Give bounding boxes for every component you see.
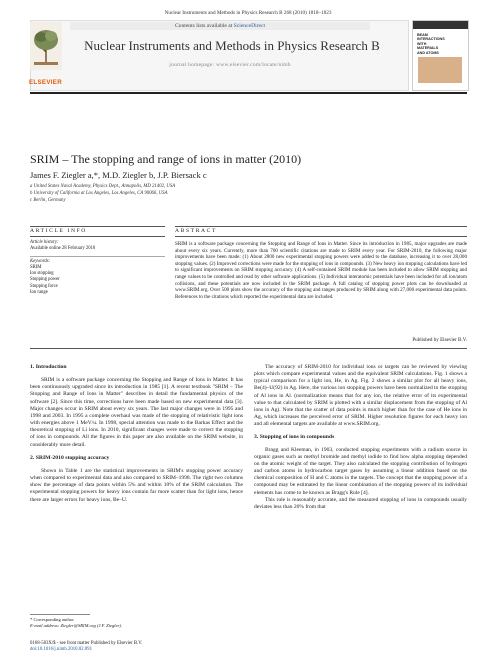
section-3-text-2: This rule is reasonably accurate, and the measured stopping of ions in compounds usually deviates less than 20% from that [254, 496, 467, 510]
running-header: Nuclear Instruments and Methods in Physics Research B 268 (2010) 1818–1823 [164, 10, 332, 16]
article-title: SRIM – The stopping and range of ions in matter (2010) [30, 152, 302, 166]
author-email[interactable]: E-mail address: Ziegler@SRIM.org (J.F. Ziegler). [30, 623, 123, 628]
info-rule-top [30, 226, 165, 227]
section-1-text: SRIM is a software package concerning the Stopping and Range of Ions in Matter. It has been continuously upgraded since its introduction in 1985 [1]. A recent textbook "SRIM – The Stopping and Range of Ions in Matter" describes in detail the fundamental physics of the software [2]. Since this time, corrections have been made based on new experimental data [3]. Major changes occur in SRIM about every six years. The last major changes were in 1995 and 1998 and 2003. In 1995 a complete overhaul was made of the stopping of relativistic light ions with energies above 1 MeV/u. In 1998, special attention was made to the Barkas Effect and the theoretical stopping of Li ions. In 2010, significant changes were made to correct the stopping of ions in compounds. All the figures in this paper are also available on the SRIM website, in considerably more detail. [30, 377, 243, 448]
affiliation-a: a United States Naval Academy, Physics Dept., Annapolis, MD 21402, USA [30, 184, 176, 189]
contents-prefix: Contents lists available at [174, 23, 234, 29]
issn-line: 0168-583X/$ - see front matter Published by Elsevier B.V. [30, 641, 143, 646]
keyword: Stopping force [30, 283, 58, 289]
masthead-rule [30, 92, 467, 94]
elsevier-tree-logo [30, 22, 62, 70]
affiliation-b: b University of California at Los Angeles, Los Angeles, CA 90066, USA [30, 191, 168, 196]
footnote-rule [30, 614, 90, 615]
sciencedirect-link[interactable]: ScienceDirect [233, 23, 266, 29]
abstract-heading: ABSTRACT [175, 228, 218, 234]
section-2-heading: 2. SRIM-2010 stopping accuracy [30, 454, 110, 461]
section-3-heading: 3. Stopping of ions in compounds [254, 434, 335, 441]
keywords-list [30, 265, 60, 296]
left-column [30, 364, 243, 504]
cover-title: BEAM INTERACTIONS WITH MATERIALS AND ATOMS [417, 33, 445, 55]
abstract-rule-bottom [30, 348, 467, 349]
elsevier-wordmark: ELSEVIER [29, 79, 63, 86]
section-2-continued: The accuracy of SRIM-2010 for individual ions or targets can be reviewed by viewing plots which compare experimental values and the equivalent SRIM calculations. Fig. 1 shows a typical comparison for a light ion, He, in Ag. Fig. 2 shows a similar plot for all heavy ions, Be(4)–U(92) in Ag. Here, the various ion stopping powers have been normalized to the stopping of Al ions in Al. (normalization means that for any ion, the relative error of its experimental value to that calculated by SRIM is plotted with a similar displacement from the stopping of Al ions in Ag). Note that the scatter of data points is much higher than for the case of He ions in Ag, which increases the perceived error of SRIM. Higher resolution figures for each heavy ion and all elemental targets are available at www.SRIM.org. [254, 364, 467, 428]
journal-homepage[interactable]: journal homepage: www.elsevier.com/locate/nimb [169, 62, 291, 68]
abstract-text: SRIM is a software package concerning the Stopping and Range of Ions in Matter. Since its introduction in 1985, major upgrades are made about every six years. Currently, more than 700 scientific citations are made to SRIM every year. For SRIM-2010, the following major improvements have been made: (1) About 2800 new experimental stopping powers were added to the database, increasing it to over 28,000 stopping values. (2) Improved corrections were made for the stopping of ions in compounds. (3) New heavy ion stopping calculations have led to significant improvements on SRIM stopping accuracy. (4) A self-contained SRIM module has been included to allow SRIM stopping and range values to be controlled and read by other software applications. (5) Individual interatomic potentials have been included for all ion/atom collisions, and these potentials are now included in the SRIM package. A full catalog of stopping power plots can be downloaded at www.SRIM.org. Over 500 plots show the accuracy of the stopping and ranges produced by SRIM along with 27,000 experimental data points. References to the citations which reported the experimental data are included. [175, 241, 467, 300]
section-2-text: Shown in Table 1 are the statistical improvements in SRIM's stopping power accuracy when compared to experimental data and also compared to SRIM–1998. The right two columns show the percentage of data points within 5% and within 10% of the SRIM calculation. The experimental stopping powers for heavy ions contain far more scatter than for light ions, hence there are larger errors for heavy ions, Be–U. [30, 467, 243, 503]
section-3-text-1: Bragg and Kleeman, in 1903, conducted stopping experiments with a radium source in organic gases such as methyl bromide and methyl iodide to find how alpha stopping depended on the atomic weight of the target. They also calculated the stopping contribution of hydrogen and carbon atoms in hydrocarbon target gases by assuming a linear addition based on the chemical composition of H and C atoms in the targets. The concept that the stopping power of a compound may be estimated by the linear combination of the stopping powers of its individual elements has come to be known as Bragg's Rule [4]. [254, 446, 467, 496]
journal-title: Nuclear Instruments and Methods in Physics Research B [84, 38, 380, 53]
contents-line [70, 22, 370, 30]
keyword: Ion range [30, 289, 48, 295]
keywords-label: Keywords: [30, 259, 51, 264]
keyword: Ion stopping [30, 271, 54, 277]
article-info-heading: ARTICLE INFO [30, 228, 87, 234]
bottom-matter [30, 641, 142, 653]
abstract-rule-top [175, 226, 467, 227]
history-value: Available online 28 February 2010 [30, 246, 96, 251]
corresponding-author: * Corresponding author. [30, 617, 75, 622]
info-rule-mid [30, 236, 165, 237]
abstract-publisher: Published by Elsevier B.V. [412, 337, 467, 343]
history-label: Article history: [30, 240, 59, 245]
info-rule-sep [30, 256, 165, 257]
section-1-heading: 1. Introduction [30, 364, 67, 370]
author-list: James F. Ziegler a,*, M.D. Ziegler b, J.P. Biersack c [30, 170, 207, 180]
doi-link[interactable]: doi:10.1016/j.nimb.2010.02.091 [30, 647, 92, 653]
abstract-rule-mid [175, 236, 467, 237]
footnote [30, 617, 122, 629]
keyword: Stopping power [30, 277, 60, 283]
right-column [254, 364, 467, 511]
affiliation-c: c Berlin, Germany [30, 198, 66, 203]
keyword: SRIM [30, 265, 42, 270]
journal-cover [412, 20, 469, 91]
masthead-box [30, 20, 409, 91]
